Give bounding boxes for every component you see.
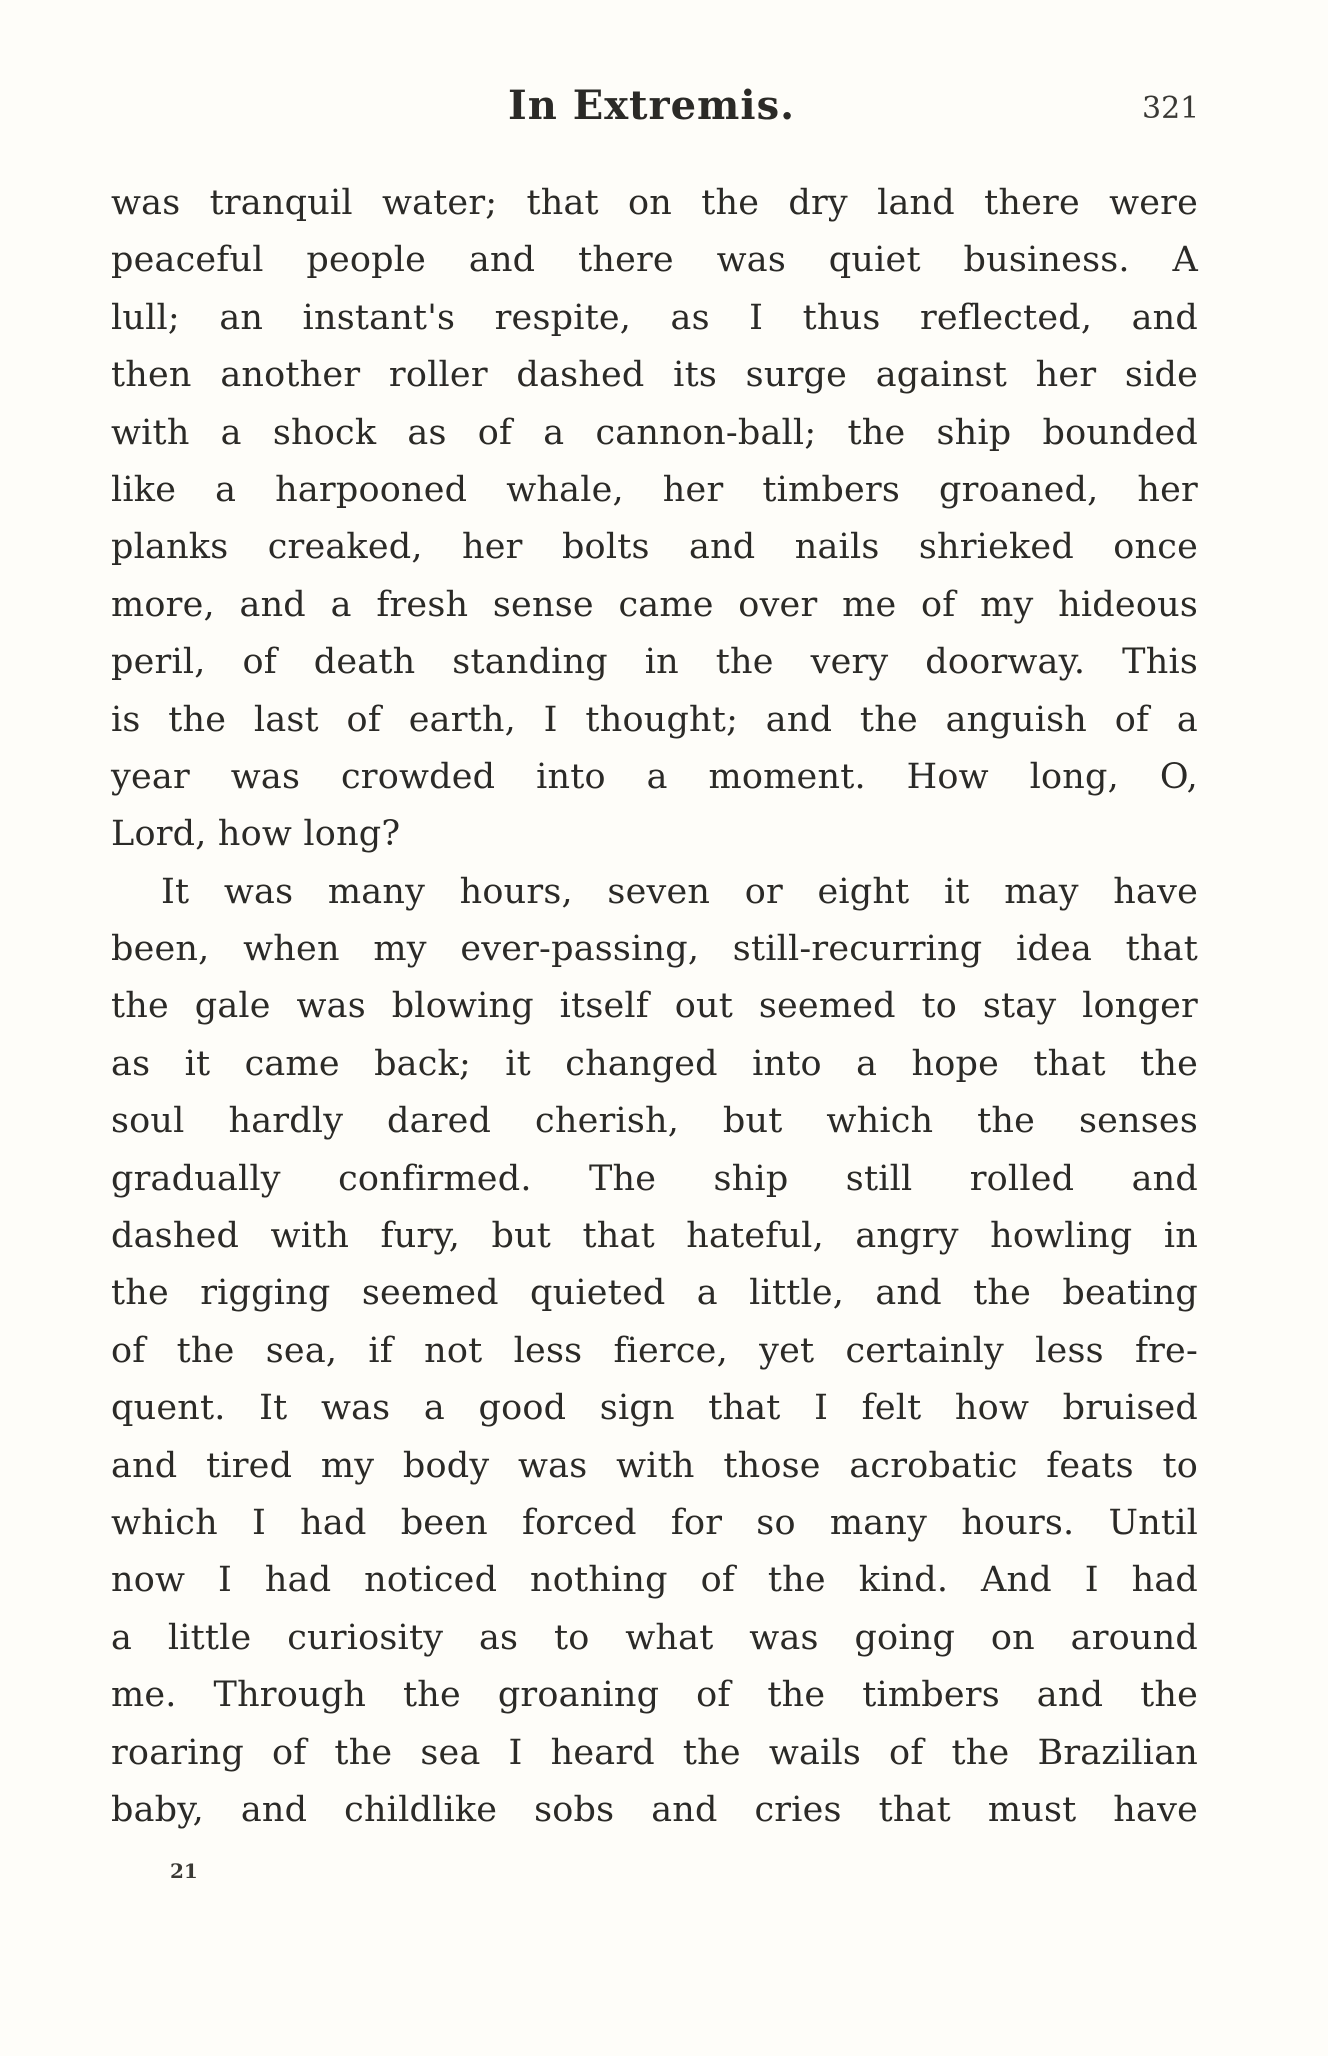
- text-line: a little curiosity as to what was going on around: [111, 1617, 1198, 1658]
- text-line: which I had been forced for so many hours. Until: [111, 1502, 1198, 1543]
- text-line: gradually confirmed. The ship still rolled and: [111, 1158, 1198, 1199]
- body-text: [111, 175, 1198, 1839]
- running-title: In Extremis.: [508, 82, 796, 129]
- text-line: with a shock as of a cannon-ball; the ship bounded: [111, 412, 1198, 453]
- text-line: year was crowded into a moment. How long, O,: [111, 756, 1198, 797]
- text-line: been, when my ever-passing, still-recurring idea that: [111, 929, 1198, 970]
- text-line: now I had noticed nothing of the kind. And I had: [111, 1560, 1198, 1601]
- text-line: is the last of earth, I thought; and the anguish of a: [111, 699, 1198, 740]
- text-line: planks creaked, her bolts and nails shrieked once: [111, 527, 1198, 568]
- text-line: and tired my body was with those acrobatic feats to: [111, 1445, 1198, 1486]
- text-line: dashed with fury, but that hateful, angry howling in: [111, 1216, 1198, 1257]
- text-line: more, and a fresh sense came over me of my hideous: [111, 584, 1198, 625]
- paragraph-end-line: Lord, how long?: [111, 814, 401, 855]
- text-line: the gale was blowing itself out seemed to stay longer: [111, 986, 1198, 1027]
- text-line: like a harpooned whale, her timbers groaned, her: [111, 469, 1198, 510]
- text-line: lull; an instant's respite, as I thus reflected, and: [111, 297, 1198, 338]
- text-line: as it came back; it changed into a hope that the: [111, 1043, 1198, 1084]
- text-line: then another roller dashed its surge against her side: [111, 355, 1198, 396]
- text-line: baby, and childlike sobs and cries that must have: [111, 1789, 1198, 1830]
- text-line: of the sea, if not less fierce, yet certainly less fre-: [111, 1330, 1198, 1371]
- text-line: peril, of death standing in the very doorway. This: [111, 642, 1198, 683]
- text-line: the rigging seemed quieted a little, and the beating: [111, 1273, 1198, 1314]
- page-number: 321: [1142, 91, 1200, 126]
- paragraph-start-line: It was many hours, seven or eight it may have: [161, 871, 1198, 912]
- signature-mark: 21: [170, 1859, 198, 1883]
- text-line: peaceful people and there was quiet business. A: [111, 240, 1198, 281]
- text-line: soul hardly dared cherish, but which the senses: [111, 1101, 1198, 1142]
- running-head: [0, 78, 1328, 134]
- text-line: roaring of the sea I heard the wails of the Brazilian: [111, 1732, 1198, 1773]
- text-line: me. Through the groaning of the timbers and the: [111, 1675, 1198, 1716]
- text-line: was tranquil water; that on the dry land there were: [111, 183, 1198, 223]
- text-line: quent. It was a good sign that I felt how bruised: [111, 1388, 1198, 1429]
